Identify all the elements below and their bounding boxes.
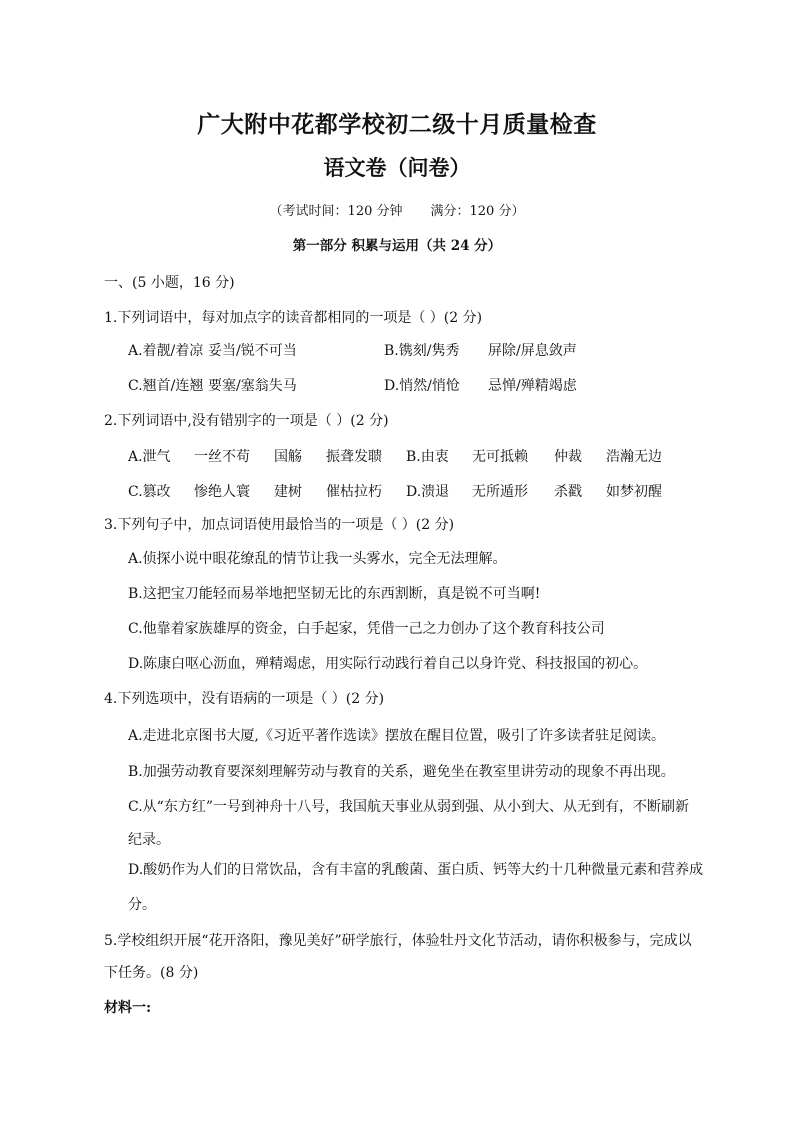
question-1-stem: 1.下列词语中，每对加点字的读音都相同的一项是（ ）(2 分) <box>104 310 483 326</box>
q1-option-b-2: 屏除/屏息敛声 <box>488 343 577 359</box>
q2-option-c-1: C.篡改 <box>128 484 171 500</box>
q4-option-c-line1: C.从“东方红”一号到神舟十八号，我国航天事业从弱到强、从小到大、从无到有，不断刷新 <box>128 799 689 815</box>
section-label: 一、(5 小题，16 分) <box>104 275 235 291</box>
exam-time: （考试时间：120 分钟 <box>269 204 403 219</box>
q2-option-b-3: 仲裁 <box>554 449 582 465</box>
q1-option-b-1: B.镌刻/隽秀 <box>384 343 460 359</box>
q3-option-c: C.他靠着家族雄厚的资金，白手起家，凭借一己之力创办了这个教育科技公司 <box>128 621 605 637</box>
exam-title: 广大附中花都学校初二级十月质量检查 <box>197 111 597 138</box>
q1-option-c-1: C.翘首/连翘 <box>128 378 204 394</box>
question-1-options-cd <box>128 375 728 395</box>
q4-option-b: B.加强劳动教育要深刻理解劳动与教育的关系，避免坐在教室里讲劳动的现象不再出现。 <box>128 764 675 780</box>
q2-option-d-2: 无所遁形 <box>472 484 528 500</box>
material-label: 材料一: <box>104 1000 152 1016</box>
q2-option-b-4: 浩瀚无边 <box>606 449 662 465</box>
q2-option-b-1: B.由衷 <box>406 449 449 465</box>
question-1-options-ab <box>128 340 728 360</box>
question-3-stem: 3.下列句子中，加点词语使用最恰当的一项是（ ）(2 分) <box>104 517 455 533</box>
q2-option-d-1: D.溃退 <box>406 484 450 500</box>
exam-info <box>0 200 794 219</box>
q4-option-d-line1: D.酸奶作为人们的日常饮品，含有丰富的乳酸菌、蛋白质、钙等大约十几种微量元素和营养成 <box>128 862 704 878</box>
q4-option-a: A.走进北京图书大厦,《习近平著作选读》摆放在醒目位置，吸引了许多读者驻足阅读。 <box>128 728 666 744</box>
exam-subtitle: 语文卷（问卷） <box>323 155 471 180</box>
part-heading: 第一部分 积累与运用（共 24 分） <box>292 238 502 254</box>
question-5-stem-line1: 5.学校组织开展“花开洛阳，豫见美好”研学旅行，体验牡丹文化节活动，请你积极参与，完成以 <box>104 933 692 949</box>
question-2-stem: 2.下列词语中,没有错别字的一项是（ ）(2 分) <box>104 413 389 429</box>
q2-option-a-3: 国觞 <box>274 449 302 465</box>
q1-option-a-2: 妥当/锐不可当 <box>208 343 297 359</box>
q4-option-c-line2: 纪录。 <box>128 832 170 848</box>
q3-option-d: D.陈康白呕心沥血，殚精竭虑，用实际行动践行着自己以身许党、科技报国的初心。 <box>128 656 648 672</box>
question-5-stem-line2: 下任务。(8 分) <box>104 965 199 981</box>
q2-option-c-3: 建树 <box>274 484 302 500</box>
q1-option-c-2: 要塞/塞翁失马 <box>208 378 297 394</box>
q2-option-c-4: 催枯拉朽 <box>326 484 382 500</box>
q2-option-a-2: 一丝不苟 <box>194 449 250 465</box>
q3-option-a: A.侦探小说中眼花缭乱的情节让我一头雾水，完全无法理解。 <box>128 551 507 567</box>
question-4-stem: 4.下列选项中，没有语病的一项是（ ）(2 分) <box>104 691 385 707</box>
q1-option-d-2: 忌惮/殚精竭虑 <box>488 378 577 394</box>
q2-option-c-2: 惨绝人寰 <box>194 484 250 500</box>
question-2-options-cd <box>128 481 748 501</box>
q1-option-a-1: A.着靓/着凉 <box>128 343 204 359</box>
q2-option-b-2: 无可抵赖 <box>472 449 528 465</box>
q2-option-a-1: A.泄气 <box>128 449 171 465</box>
q2-option-d-3: 杀戳 <box>554 484 582 500</box>
q2-option-d-4: 如梦初醒 <box>606 484 662 500</box>
question-2-options-ab <box>128 446 748 466</box>
q2-option-a-4: 振聋发聩 <box>326 449 382 465</box>
q4-option-d-line2: 分。 <box>128 897 156 913</box>
q3-option-b: B.这把宝刀能轻而易举地把坚韧无比的东西割断，真是锐不可当啊! <box>128 586 541 602</box>
q1-option-d-1: D.悄然/悄怆 <box>384 378 460 394</box>
full-score: 满分：120 分） <box>430 204 525 219</box>
